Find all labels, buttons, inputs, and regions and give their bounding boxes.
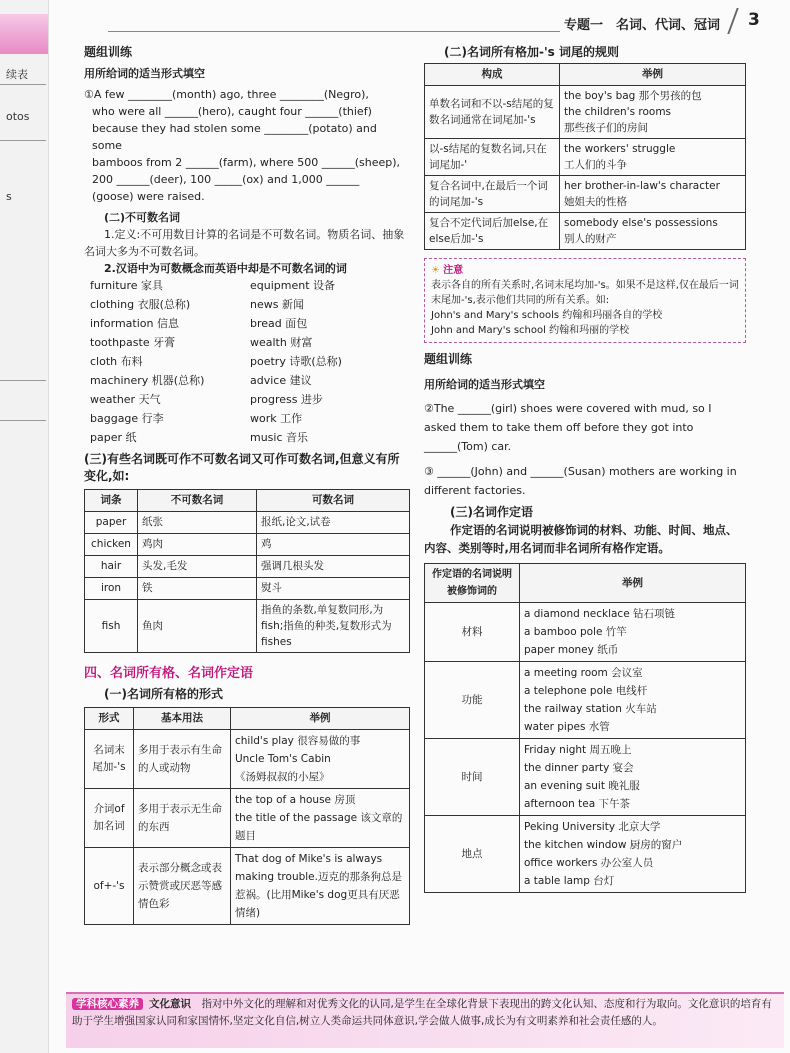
exercise-1 bbox=[84, 86, 410, 205]
noun-item: furniture 家具 bbox=[90, 279, 164, 292]
table-cell: somebody else's possessions 别人的财产 bbox=[560, 213, 746, 250]
noun-item: music 音乐 bbox=[250, 431, 309, 444]
divider bbox=[0, 420, 46, 421]
table-cell: a diamond necklace 钻石项链 a bamboo pole 竹竿 paper money 纸币 bbox=[520, 603, 746, 662]
table-cell: of+-'s bbox=[85, 848, 134, 925]
exercise-line: ①A few ________(month) ago, three ________(Negro), bbox=[84, 88, 369, 101]
table-cell: the workers' struggle 工人们的斗争 bbox=[560, 139, 746, 176]
table-cell: 多用于表示有生命的人或动物 bbox=[134, 730, 231, 789]
table-cell: 材料 bbox=[425, 603, 520, 662]
table-row bbox=[425, 86, 746, 139]
table-cell: paper bbox=[85, 512, 138, 534]
noun-item: baggage 行李 bbox=[90, 412, 164, 425]
noun-item: cloth 布料 bbox=[90, 355, 143, 368]
possessive-forms-table bbox=[84, 707, 410, 925]
possessive-forms-title: (一)名词所有格的形式 bbox=[104, 687, 223, 701]
table-cell: 鸡肉 bbox=[138, 534, 257, 556]
edge-text: otos bbox=[6, 110, 30, 123]
table-cell: Peking University 北京大学 the kitchen window 厨房的窗户 office workers 办公室人员 a table lamp 台灯 bbox=[520, 816, 746, 893]
table-cell: 强调几根头发 bbox=[257, 556, 410, 578]
core-literacy-badge: 学科核心素养 bbox=[72, 998, 143, 1010]
footer-text: 指对中外文化的理解和对优秀文化的认同,是学生在全球化背景下表现出的跨文化认知、态度和行为取向。文化意识的培育有助于学生增强国家认同和家国情怀,坚定文化自信,树立人类命运共同体意识,学会做人做事,成长为有文明素养和社会责任感的人。 bbox=[72, 998, 772, 1027]
noun-item: toothpaste 牙膏 bbox=[90, 336, 176, 349]
table-cell: 复合名词中,在最后一个词的词尾加-'s bbox=[425, 176, 560, 213]
table-cell: the boy's bag 那个男孩的包 the children's rooms 那些孩子们的房间 bbox=[560, 86, 746, 139]
table-cell: 头发,毛发 bbox=[138, 556, 257, 578]
note-title: 注意 bbox=[443, 265, 464, 276]
table-cell: hair bbox=[85, 556, 138, 578]
noun-item: clothing 衣服(总称) bbox=[90, 298, 191, 311]
table-cell: 功能 bbox=[425, 662, 520, 739]
table-row bbox=[425, 139, 746, 176]
exercise-instruction: 用所给词的适当形式填空 bbox=[84, 67, 205, 80]
noun-attribute-title: (三)名词作定语 bbox=[450, 505, 533, 519]
table-cell: 表示部分概念或表示赞赏或厌恶等感情色彩 bbox=[134, 848, 231, 925]
exercise-title: 题组训练 bbox=[424, 352, 473, 366]
table-header: 举例 bbox=[520, 564, 746, 603]
exercise-line: (goose) were raised. bbox=[92, 190, 205, 203]
table-row bbox=[425, 816, 746, 893]
exercise-line: who were all ______(hero), caught four ______(thief) bbox=[92, 105, 372, 118]
table-cell: child's play 很容易做的事 Uncle Tom's Cabin 《汤姆叔叔的小屋》 bbox=[231, 730, 410, 789]
table-cell: 熨斗 bbox=[257, 578, 410, 600]
table-row bbox=[425, 176, 746, 213]
exercise-line: bamboos from 2 ______(farm), where 500 ______(sheep), bbox=[92, 156, 401, 169]
edge-text: s bbox=[6, 190, 12, 203]
table-header: 作定语的名词说明被修饰词的 bbox=[425, 564, 520, 603]
table-cell: 介词of加名词 bbox=[85, 789, 134, 848]
uncountable-subtitle: 2.汉语中为可数概念而英语中却是不可数名词的词 bbox=[104, 262, 347, 275]
noun-item: bread 面包 bbox=[250, 317, 308, 330]
noun-item: information 信息 bbox=[90, 317, 179, 330]
table-cell: 铁 bbox=[138, 578, 257, 600]
note-line: 表示各自的所有关系时,名词末尾均加-'s。如果不是这样,仅在最后一词末尾加-'s,表示他们共同的所有关系。如: bbox=[431, 280, 739, 306]
table-cell: 地点 bbox=[425, 816, 520, 893]
table-row bbox=[85, 789, 410, 848]
table-cell: 名词末尾加-'s bbox=[85, 730, 134, 789]
continued-label: 续表 bbox=[6, 68, 28, 81]
table-cell: 以-s结尾的复数名词,只在词尾加-' bbox=[425, 139, 560, 176]
exercise-instruction: 用所给词的适当形式填空 bbox=[424, 378, 545, 391]
divider bbox=[0, 84, 46, 85]
exercise-3: ③ ______(John) and ______(Susan) mothers are working in different factories. bbox=[424, 465, 737, 497]
core-literacy-footer bbox=[66, 992, 784, 1048]
table-row bbox=[85, 534, 410, 556]
page-header bbox=[60, 8, 780, 36]
uncountable-definition: 1.定义:不可用数目计算的名词是不可数名词。物质名词、抽象名词大多为不可数名词。 bbox=[84, 228, 405, 258]
table-header: 基本用法 bbox=[134, 708, 231, 730]
noun-attribute-definition: 作定语的名词说明被修饰词的材料、功能、时间、地点、内容、类别等时,用名词而非名词所有格作定语。 bbox=[424, 523, 738, 555]
table-row bbox=[425, 213, 746, 250]
table-cell: 单数名词和不以-s结尾的复数名词通常在词尾加-'s bbox=[425, 86, 560, 139]
table-cell: a meeting room 会议室 a telephone pole 电线杆 the railway station 火车站 water pipes 水管 bbox=[520, 662, 746, 739]
noun-item: news 新闻 bbox=[250, 298, 304, 311]
exercise-2: ②The ______(girl) shoes were covered with mud, so I asked them to take them off before they got into ______(Tom) car. bbox=[424, 402, 712, 453]
noun-item: work 工作 bbox=[250, 412, 303, 425]
noun-item: equipment 设备 bbox=[250, 279, 336, 292]
table-cell: 报纸,论文,试卷 bbox=[257, 512, 410, 534]
note-line: John and Mary's school 约翰和玛丽的学校 bbox=[431, 325, 630, 336]
table-row bbox=[85, 730, 410, 789]
left-column bbox=[84, 44, 410, 925]
previous-page-edge bbox=[0, 0, 49, 1053]
noun-item: paper 纸 bbox=[90, 431, 137, 444]
table-header: 不可数名词 bbox=[138, 490, 257, 512]
divider bbox=[0, 380, 46, 381]
table-cell: Friday night 周五晚上 the dinner party 宴会 an evening suit 晚礼服 afternoon tea 下午茶 bbox=[520, 739, 746, 816]
footer-heading: 文化意识 bbox=[149, 998, 191, 1010]
table-row bbox=[425, 739, 746, 816]
exercise-title: 题组训练 bbox=[84, 45, 133, 59]
count-uncount-title: (三)有些名词既可作不可数名词又可作可数名词,但意义有所变化,如: bbox=[84, 452, 400, 483]
table-header: 词条 bbox=[85, 490, 138, 512]
table-cell: 纸张 bbox=[138, 512, 257, 534]
table-cell: 指鱼的条数,单复数同形,为fish;指鱼的种类,复数形式为fishes bbox=[257, 600, 410, 653]
note-box bbox=[424, 258, 746, 343]
table-cell: That dog of Mike's is always making trouble.迈克的那条狗总是惹祸。(比用Mike's dog更具有厌恶情绪) bbox=[231, 848, 410, 925]
table-cell: the top of a house 房顶 the title of the passage 该文章的题目 bbox=[231, 789, 410, 848]
table-row bbox=[85, 512, 410, 534]
noun-attribute-table bbox=[424, 563, 746, 893]
table-cell: chicken bbox=[85, 534, 138, 556]
header-rule bbox=[108, 31, 560, 32]
possessive-rules-table bbox=[424, 63, 746, 250]
pink-tab-marker bbox=[0, 14, 48, 54]
uncountable-noun-list bbox=[90, 277, 410, 447]
exercise-line: because they had stolen some ________(potato) and some bbox=[92, 122, 377, 152]
table-row bbox=[85, 578, 410, 600]
table-row bbox=[85, 556, 410, 578]
noun-item: progress 进步 bbox=[250, 393, 323, 406]
table-cell: 多用于表示无生命的东西 bbox=[134, 789, 231, 848]
table-header: 构成 bbox=[425, 64, 560, 86]
divider bbox=[0, 140, 46, 141]
noun-item: wealth 财富 bbox=[250, 336, 313, 349]
table-cell: iron bbox=[85, 578, 138, 600]
table-row bbox=[425, 603, 746, 662]
section-four-title: 四、名词所有格、名词作定语 bbox=[84, 666, 254, 681]
page-number: 3 bbox=[748, 10, 760, 30]
lightbulb-icon: ☀ bbox=[431, 265, 440, 276]
table-cell: her brother-in-law's character 她姐夫的性格 bbox=[560, 176, 746, 213]
noun-item: poetry 诗歌(总称) bbox=[250, 355, 342, 368]
table-header: 形式 bbox=[85, 708, 134, 730]
possessive-rules-title: (二)名词所有格加-'s 词尾的规则 bbox=[444, 45, 619, 59]
noun-item: weather 天气 bbox=[90, 393, 161, 406]
table-row bbox=[85, 600, 410, 653]
table-header: 可数名词 bbox=[257, 490, 410, 512]
noun-item: machinery 机器(总称) bbox=[90, 374, 205, 387]
table-cell: 复合不定代词后加else,在else后加-'s bbox=[425, 213, 560, 250]
table-cell: fish bbox=[85, 600, 138, 653]
count-uncount-table bbox=[84, 489, 410, 653]
chapter-title: 专题一 名词、代词、冠词 bbox=[564, 18, 721, 33]
uncountable-title: (二)不可数名词 bbox=[104, 211, 181, 224]
noun-item: advice 建议 bbox=[250, 374, 312, 387]
header-slash bbox=[727, 8, 738, 34]
right-column bbox=[424, 44, 746, 893]
note-line: John's and Mary's schools 约翰和玛丽各自的学校 bbox=[431, 310, 663, 321]
table-header: 举例 bbox=[560, 64, 746, 86]
table-cell: 时间 bbox=[425, 739, 520, 816]
table-row bbox=[85, 848, 410, 925]
table-header: 举例 bbox=[231, 708, 410, 730]
table-cell: 鱼肉 bbox=[138, 600, 257, 653]
table-cell: 鸡 bbox=[257, 534, 410, 556]
exercise-line: 200 ______(deer), 100 _____(ox) and 1,000 ______ bbox=[92, 173, 360, 186]
table-row bbox=[425, 662, 746, 739]
